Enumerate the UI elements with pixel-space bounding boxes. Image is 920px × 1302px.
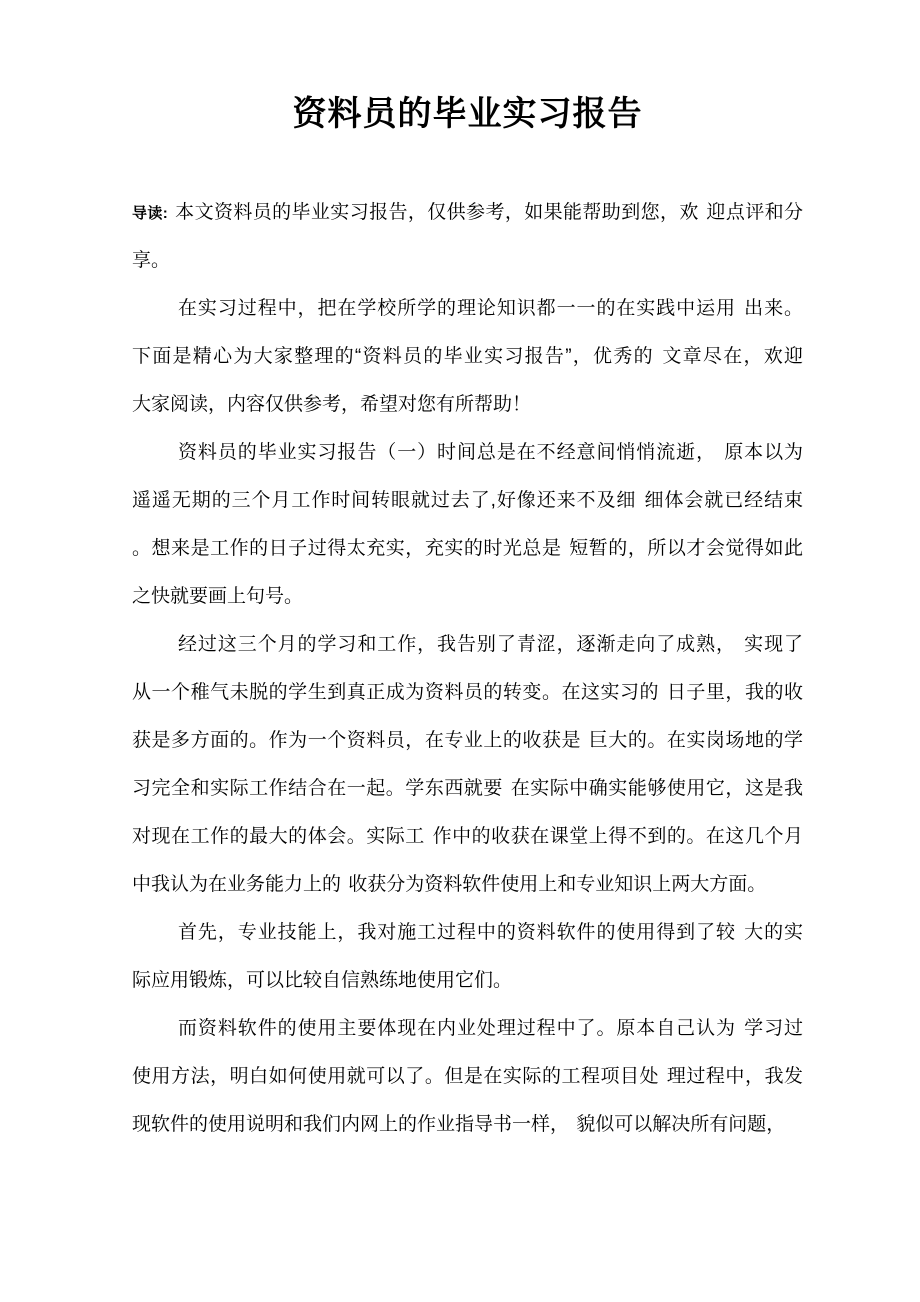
document-body [132, 189, 803, 1149]
text-line: 首先，专业技能上，我对施工过程中的资料软件的使用得到了较 大的实 [178, 922, 803, 943]
text-line: 资料员的毕业实习报告（一）时间总是在不经意间悄悄流逝， 原本以为 [178, 442, 803, 463]
line-text: 本文资料员的毕业实习报告，仅供参考，如果能帮助到您，欢 迎点评和分 [174, 202, 803, 223]
text-line: 从一个稚气未脱的学生到真正成为资料员的转变。在这实习的 日子里，我的收 [132, 682, 803, 703]
text-line: 。想来是工作的日子过得太充实，充实的时光总是 短暂的，所以才会觉得如此 [132, 538, 803, 559]
text-line: 经过这三个月的学习和工作，我告别了青涩，逐渐走向了成熟， 实现了 [178, 634, 803, 655]
text-line: 之快就要画上句号。 [132, 586, 304, 607]
paragraph-3 [132, 429, 803, 621]
text-line: 中我认为在业务能力上的 收获分为资料软件使用上和专业知识上两大方面。 [132, 874, 767, 895]
paragraph-1 [132, 189, 803, 285]
text-line: 而资料软件的使用主要体现在内业处理过程中了。原本自己认为 学习过 [178, 1018, 803, 1039]
paragraph-5 [132, 909, 803, 1005]
text-line: 遥遥无期的三个月工作时间转眼就过去了,好像还来不及细 细体会就已经结束 [132, 490, 803, 511]
text-line: 大家阅读，内容仅供参考，希望对您有所帮助！ [132, 394, 532, 415]
text-line: 享。 [132, 250, 171, 271]
text-line: 使用方法，明白如何使用就可以了。但是在实际的工程项目处 理过程中，我发 [132, 1066, 803, 1087]
text-line: 习完全和实际工作结合在一起。学东西就要 在实际中确实能够使用它，这是我 [132, 778, 803, 799]
text-line [132, 189, 803, 237]
paragraph-4 [132, 621, 803, 909]
paragraph-6 [132, 1005, 803, 1149]
document-title: 资料员的毕业实习报告 [292, 95, 643, 133]
paragraph-2 [132, 285, 803, 429]
text-line: 获是多方面的。作为一个资料员，在专业上的收获是 巨大的。在实岗场地的学 [132, 730, 803, 751]
text-line: 在实习过程中，把在学校所学的理论知识都一一的在实践中运用 出来。 [178, 298, 803, 319]
text-line: 下面是精心为大家整理的“资料员的毕业实习报告”，优秀的 文章尽在，欢迎 [132, 346, 803, 367]
lead-label: 导读: [132, 205, 168, 222]
text-line: 现软件的使用说明和我们内网上的作业指导书一样， 貌似可以解决所有问题， [132, 1114, 786, 1135]
text-line: 对现在工作的最大的体会。实际工 作中的收获在课堂上得不到的。在这几个月 [132, 826, 803, 847]
text-line: 际应用锻炼，可以比较自信熟练地使用它们。 [132, 970, 513, 991]
